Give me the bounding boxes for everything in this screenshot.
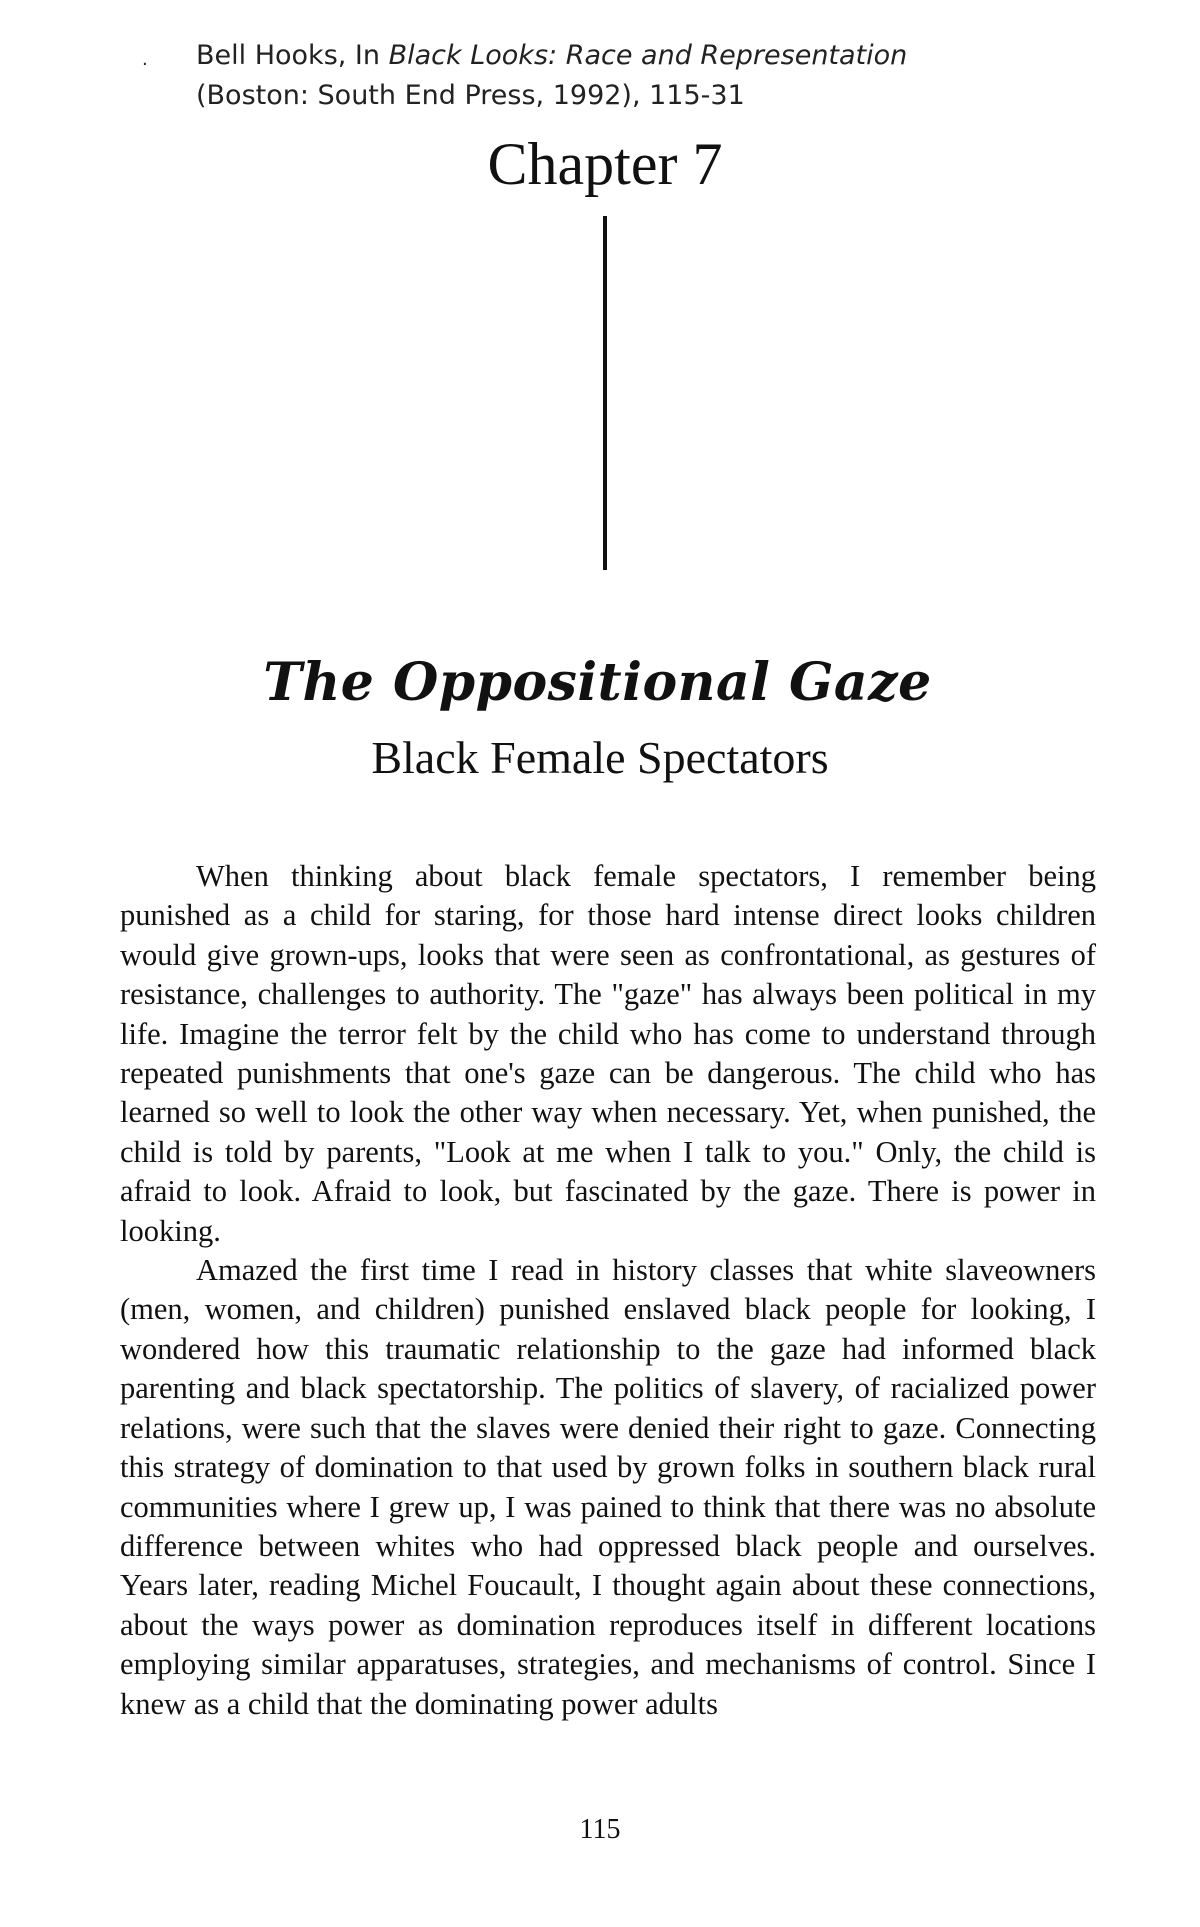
citation-line-2: (Boston: South End Press, 1992), 115-31 (196, 80, 745, 111)
stray-mark: . (142, 49, 148, 70)
essay-subtitle-text: Black Female Spectators (371, 732, 829, 783)
essay-title (0, 648, 1200, 718)
vertical-rule-divider (603, 216, 607, 570)
paragraph: When thinking about black female spectators, I remember being punished as a child for staring, for those hard intense direct looks children would give grown-ups, looks that were seen as confrontational, as gestures of resistance, challenges to authority. The "gaze" has always been political in my life. Imagine the terror felt by the child who has come to understand through repeated punishments that one's gaze can be dangerous. The child who has learned so well to look the other way when necessary. Yet, when punished, the child is told by parents, "Look at me when I talk to you." Only, the child is afraid to look. Afraid to look, but fascinated by the gaze. There is power in looking. (120, 859, 1096, 1248)
chapter-heading (0, 128, 1200, 200)
citation-book-title: Black Looks: Race and Representation (388, 40, 908, 71)
chapter-label: Chapter 7 (487, 131, 723, 197)
paragraph: Amazed the first time I read in history classes that white slaveowners (men, women, and children) punished enslaved black people for looking, I wondered how this traumatic relationship to the gaze had informed black parenting and black spectatorship. The politics of slavery, of racialized power relations, were such that the slaves were denied their right to gaze. Connecting this strategy of domination to that used by grown folks in southern black rural communities where I grew up, I was pained to think that there was no absolute difference between whites who had oppressed black people and ourselves. Years later, reading Michel Foucault, I thought again about these connections, about the ways power as domination reproduces itself in different locations employing similar apparatuses, strategies, and mechanisms of control. Since I knew as a child that the dominating power adults (120, 1253, 1096, 1721)
citation-header (142, 36, 908, 116)
body-text (120, 857, 1096, 1724)
citation-line-1 (196, 36, 907, 76)
citation-author: Bell Hooks, In (196, 40, 389, 71)
page-number: 115 (579, 1814, 621, 1845)
essay-subtitle (0, 728, 1200, 788)
essay-title-text: The Oppositional Gaze (263, 652, 932, 713)
